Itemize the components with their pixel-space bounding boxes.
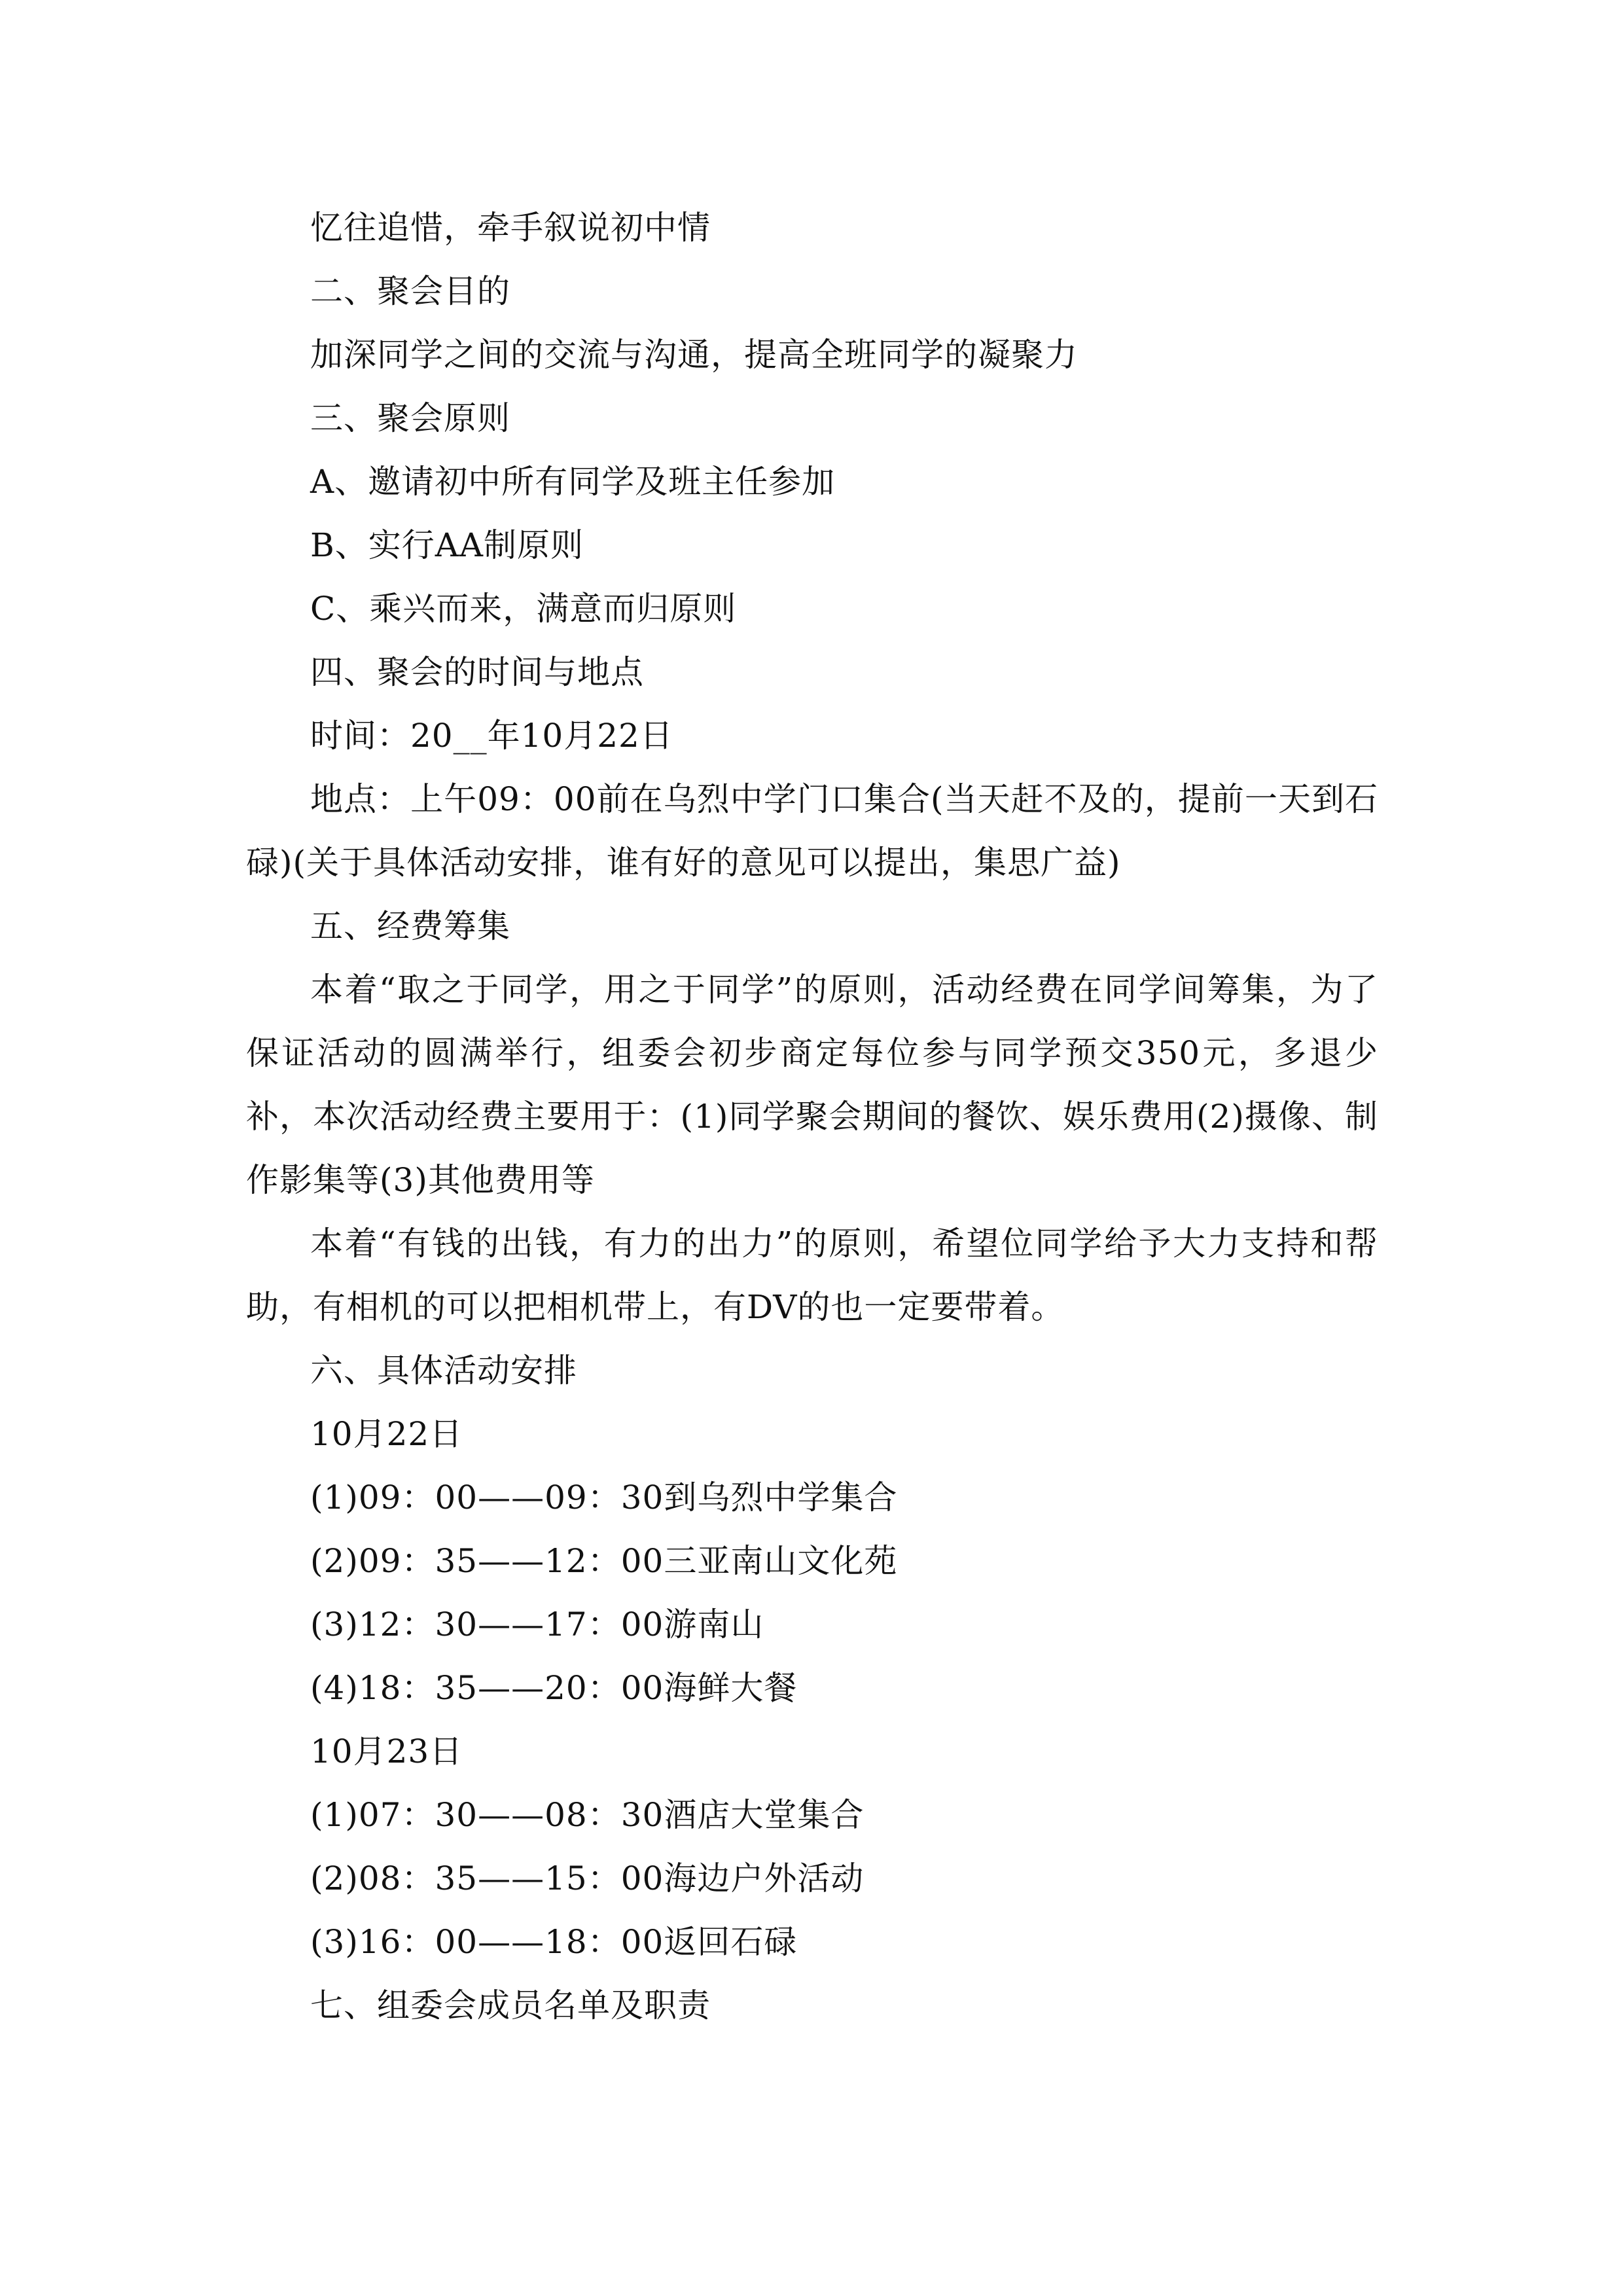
principle-a: A、邀请初中所有同学及班主任参加	[310, 463, 836, 501]
schedule-day2-item: (1)07：30——08：30酒店大堂集合	[310, 1796, 865, 1834]
schedule-day1-item: (4)18：35——20：00海鲜大餐	[310, 1669, 798, 1707]
funding-paragraph-2: 本着“有钱的出钱，有力的出力”的原则，希望位同学给予大力支持和帮助，有相机的可以把相机带上，有DV的也一定要带着。	[246, 1225, 1378, 1326]
document-body	[246, 196, 1378, 2037]
schedule-day2-item: (3)16：00——18：00返回石碌	[310, 1923, 798, 1961]
section-heading-purpose: 二、聚会目的	[310, 272, 510, 310]
schedule-day2-item: (2)08：35——15：00海边户外活动	[310, 1859, 865, 1897]
section-heading-time-place: 四、聚会的时间与地点	[310, 653, 644, 691]
schedule-day1-item: (2)09：35——12：00三亚南山文化苑	[310, 1542, 898, 1580]
funding-paragraph-1: 本着“取之于同学，用之于同学”的原则，活动经费在同学间筹集，为了保证活动的圆满举行，组委会初步商定每位参与同学预交350元，多退少补，本次活动经费主要用于：(1)同学聚会期间的餐饮、娱乐费用(2)摄像、制作影集等(3)其他费用等	[246, 971, 1378, 1199]
principle-b: B、实行AA制原则	[310, 526, 584, 564]
section-heading-principles: 三、聚会原则	[310, 399, 510, 437]
schedule-day1-date: 10月22日	[310, 1415, 463, 1453]
theme-line: 忆往追惜，牵手叙说初中情	[310, 209, 711, 247]
location-paragraph: 地点：上午09：00前在乌烈中学门口集合(当天赶不及的，提前一天到石碌)(关于具体活动安排，谁有好的意见可以提出，集思广益)	[246, 780, 1378, 882]
section-heading-committee: 七、组委会成员名单及职责	[310, 1986, 711, 2024]
schedule-day1-item: (3)12：30——17：00游南山	[310, 1605, 764, 1643]
time-line: 时间：20__年10月22日	[310, 717, 673, 755]
section-heading-schedule: 六、具体活动安排	[310, 1352, 577, 1390]
purpose-text: 加深同学之间的交流与沟通，提高全班同学的凝聚力	[310, 336, 1078, 374]
schedule-day2-date: 10月23日	[310, 1732, 463, 1770]
principle-c: C、乘兴而来，满意而归原则	[310, 590, 737, 628]
section-heading-funding: 五、经费筹集	[310, 907, 510, 945]
schedule-day1-item: (1)09：00——09：30到乌烈中学集合	[310, 1479, 898, 1516]
